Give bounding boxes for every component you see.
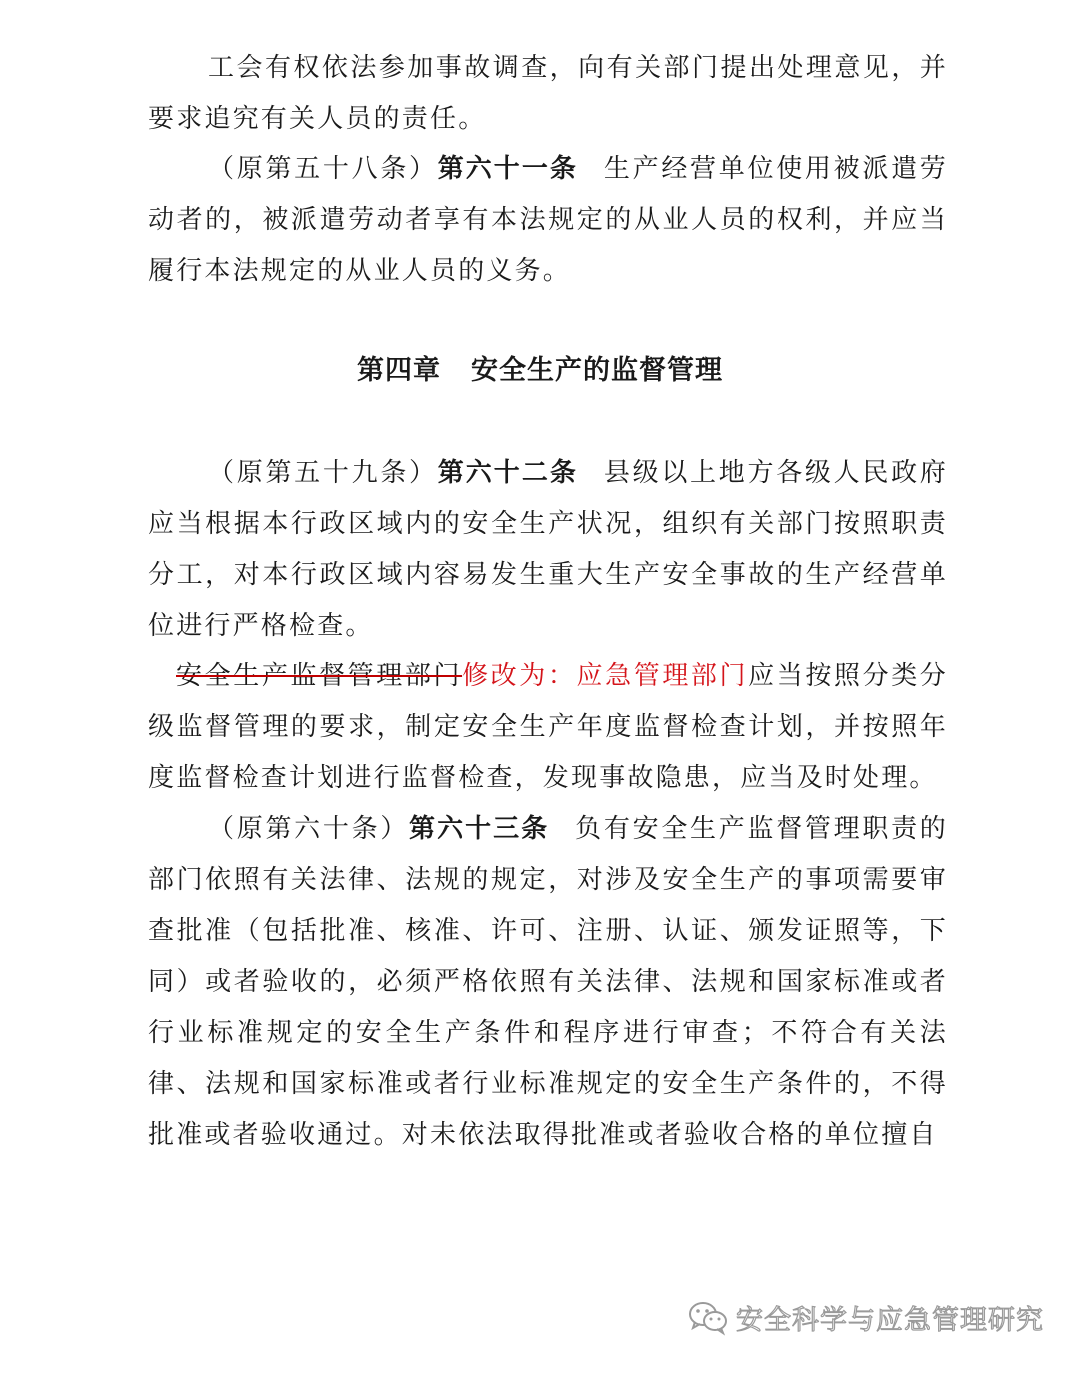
article-62-amendment xyxy=(148,651,948,804)
chapter-title: 安全生产的监督管理 xyxy=(471,355,723,386)
original-article-ref: （原第六十条） xyxy=(208,814,410,844)
article-text: 负有安全生产监督管理职责的部门依照有关法律、法规的规定，对涉及安全生产的事项需要审查批准（包括批准、核准、许可、注册、认证、颁发证照等，下同）或者验收的，必须严格依照有关法律、法规和国家标准或者行业标准规定的安全生产条件和程序进行审查；不符合有关法律、法规和国家标准或者行业标准规定的安全生产条件的，不得批准或者验收通过。对未依法取得批准或者验收合格的单位擅自 xyxy=(148,814,948,1150)
struck-text: 安全生产监督管理部门 xyxy=(176,661,463,691)
paragraph-text: 应当按照分类分级监督管理的要求，制定安全生产年度监督检查计划，并按照年度监督检查计划进行监督检查，发现事故隐患，应当及时处理。 xyxy=(148,661,948,793)
wechat-icon xyxy=(688,1300,728,1336)
watermark xyxy=(688,1298,1044,1337)
paragraph-union-rights xyxy=(148,43,948,145)
watermark-text: 安全科学与应急管理研究 xyxy=(736,1305,1044,1336)
original-article-ref: （原第五十九条） xyxy=(208,458,438,488)
paragraph-text: 工会有权依法参加事故调查，向有关部门提出处理意见，并要求追究有关人员的责任。 xyxy=(148,53,948,134)
article-text: 生产经营单位使用被派遣劳动者的，被派遣劳动者享有本法规定的从业人员的权利，并应当履行本法规定的从业人员的义务。 xyxy=(148,154,948,286)
chapter-number: 第四章 xyxy=(357,355,441,386)
article-text: 县级以上地方各级人民政府应当根据本行政区域内的安全生产状况，组织有关部门按照职责分工，对本行政区域内容易发生重大生产安全事故的生产经营单位进行严格检查。 xyxy=(148,458,948,641)
article-number: 第六十二条 xyxy=(437,458,578,488)
chapter-heading xyxy=(0,348,1080,387)
article-62 xyxy=(148,448,948,652)
article-61 xyxy=(148,144,948,297)
article-number: 第六十三条 xyxy=(409,814,550,844)
article-number: 第六十一条 xyxy=(437,154,578,184)
revision-text: 修改为：应急管理部门 xyxy=(462,661,749,691)
article-63 xyxy=(148,804,948,1161)
original-article-ref: （原第五十八条） xyxy=(208,154,438,184)
